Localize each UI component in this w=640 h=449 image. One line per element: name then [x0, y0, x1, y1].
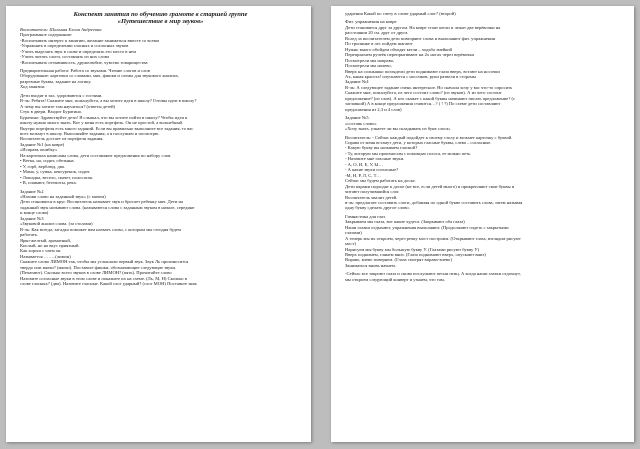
- text-line: Задание №2: [20, 188, 44, 194]
- text-line: «Хочу знать, узнаете ли вы складывать из букв слога»: [345, 126, 451, 132]
- title-line: Конспект занятия по обучению грамоте в старшей группе: [73, 11, 248, 18]
- text-line: Дети становятся друг за другом. На ковре стоят кегли и лежат две верёвочки на: [345, 24, 501, 30]
- text-line: -Упражнять в определении гласных и согласных звуков: [20, 43, 129, 49]
- text-line: В-ль: А следующее задание очень интересное. Но сначала хочу у вас что-то спросить: [345, 84, 513, 90]
- text-line: читают получившийся слог.: [345, 189, 400, 195]
- text-line: Ярко-желтый, ароматный,: [20, 237, 71, 243]
- text-line: На карточках написаны слова, дети составляют предложения по набору слов.: [20, 152, 172, 158]
- text-line: Вверх на солнышко поглядели дети поднимают глаза вверх, встают на носочки: [345, 68, 500, 74]
- text-line: (Печатают). Сколько всего звуков в слове ЛИМОН? (пять). Прочитайте слово: [20, 270, 172, 276]
- right-page: [331, 6, 634, 442]
- text-line: Справа от меня встанут дети, у которых гласные буквы, слева – согласные.: [345, 139, 492, 145]
- text-line: Назовите согласные звуки в этом слове и покажите их на схеме. (Ль, М, Н) Сколько в: [20, 275, 187, 281]
- text-line: - А, О, И, Е, У, Ы…: [345, 161, 384, 167]
- text-line: Скажите слово ЛИМОН так, чтобы мы услышали первый звук. Звук Ль произносится: [20, 259, 189, 265]
- text-line: Задание №4: [345, 79, 369, 85]
- text-line: мы откроем следующий конверт и узнаем, что там.: [345, 276, 445, 282]
- text-line: Нужно много обойдем обходят кегли – ходьба змейкой: [345, 46, 452, 52]
- text-line: -Воспитывать отзывчивость, дружелюбие, чувство товарищества: [20, 59, 148, 65]
- text-line: Перепрыгнем ручеёк перепрыгивают на 2х ногах через верёвочки: [345, 52, 475, 58]
- text-line: Закрываем мы глаза, вот какие чудеса. (Закрывают оба глаза): [345, 219, 465, 225]
- text-line: Стук в двери. Входит Буратино.: [20, 109, 83, 115]
- left-page-body: [20, 27, 301, 287]
- text-line: Гимнастика для глаз.: [345, 213, 387, 219]
- text-line: мост): [345, 241, 356, 247]
- document-title: [28, 11, 293, 26]
- text-line: В-ль: Как всегда, загадка поможет вам назвать слово, с которым мы сегодня будем: [20, 226, 181, 232]
- right-page-body: [345, 11, 624, 282]
- text-line: работать.: [20, 232, 39, 238]
- text-line: ударения Какой по счету в слове ударный слог? (второй): [345, 11, 456, 16]
- text-line: • У, горб, верблюд, два.: [20, 163, 66, 169]
- text-line: Буратино: Здравствуйте дети! Я слышал, что вы хотите пойти в школу? Чтобы идти в: [20, 114, 188, 120]
- text-line: • Ветка, на, сидит, обезьяна.: [20, 158, 75, 164]
- text-line: твердо или мягко? (мягко). Поставьте фишки, обозначающие следующие звуки.: [20, 264, 177, 270]
- text-line: Как хорош с чаем он: [20, 248, 61, 254]
- text-line: Ход занятия:: [20, 84, 45, 90]
- text-line: Задание №1 (на ковре): [20, 141, 65, 147]
- text-line: -Учить читать слоги, составлять из них слова: [20, 54, 109, 60]
- text-line: Вправо, влево повернем. (Глаза смотрят вправо-влево): [345, 257, 452, 263]
- text-line: «составь слово»: [345, 120, 377, 126]
- text-line: А чему вы хотите там научиться? (ответы детей): [20, 103, 116, 109]
- text-line: «Исправь ошибку»: [20, 147, 58, 153]
- text-line: «Назови слово на заданный звук» (с мячом): [20, 193, 106, 199]
- text-line: «Звуковой анализ слова. (за столами): [20, 221, 93, 227]
- text-line: Оборудование: карточки со словами, мяч, фишки и схемы для звукового анализа,: [20, 73, 179, 79]
- text-line: -Воспитывать интерес к занятию, желание заниматься вместе со всеми: [20, 37, 160, 43]
- text-line: Нарисуем мы букву мы большую букву У. (Глазами рисуют букву У): [345, 246, 480, 252]
- text-line: -Учить выделять звук в слове и определять его место в нем: [20, 48, 137, 54]
- text-line: Вверх поднимем, глянем вниз. (Глаза поднимают вверх, опускают вниз): [345, 252, 486, 258]
- text-line: В-ль: Ребята! Скажите мне, пожалуйста, а вы хотите идти в школу? Готовы идти в школу?: [20, 98, 197, 104]
- text-line: - Назовите мне гласные звуки.: [345, 156, 405, 162]
- text-line: Предварительная работа: Работа со звуками. Чтение слогов и слов: [20, 67, 150, 73]
- subtitle-line: «Путешествие в мир звуков»: [117, 18, 204, 26]
- text-line: • В, плавают, бегемоты, река.: [20, 180, 77, 186]
- text-line: Вслед за воспитателем дети повторяют слова и выполняют физ. упражнения: [345, 35, 495, 41]
- text-line: Дети становятся в круг. Воспитатель называет звук и бросает ребенку мяч. Дети на: [20, 199, 183, 205]
- text-line: расстоянии 20 см. друг от друга.: [345, 30, 409, 36]
- text-line: Задание №5.: [345, 115, 370, 121]
- text-line: -М, Н, Р, Л, С, Т…: [345, 172, 381, 178]
- text-line: Скажите мне, пожалуйста, из чего состоит слово? (из звуков). А из чего состоит: [345, 90, 502, 96]
- text-line: глазами): [345, 230, 362, 236]
- text-line: Программное содержание:: [20, 32, 73, 38]
- text-line: всех возьмут в школу. Выполняйте задания, а я послушаю и посмотрю.: [20, 130, 160, 136]
- text-line: Заниматься вновь начнем.: [345, 262, 396, 268]
- text-line: Наши глазки отдыхают, упражнения выполняют. (Продолжают сидеть с закрытыми: [345, 224, 509, 230]
- text-line: По тропинке в лес пойдем шагают: [345, 41, 413, 47]
- text-line: • Мама, у, сумка, кенгуренок, сидит.: [20, 169, 91, 175]
- text-line: Внутри портфеля есть много заданий. Если вы правильно выполните все задания, то вас: [20, 125, 194, 131]
- text-line: • Лошадка, весело, скачет, полосатая.: [20, 174, 93, 180]
- text-line: Воспитатель достает из портфеля задания.: [20, 136, 104, 142]
- text-line: Воспитатель: - Сейчас каждый подойдет к своему столу и возьмет карточку с буквой.: [345, 134, 513, 140]
- text-line: - Ту, которую мы произносим с помощью голоса, ее можно петь.: [345, 150, 472, 156]
- left-page: [6, 6, 311, 442]
- text-line: предложение? (из слов). А кто скажет с какой буквы начинают писать предложение? (с: [345, 95, 516, 101]
- text-line: Посмотрели мы налево,: [345, 63, 392, 69]
- text-line: Кислый, но на вкус приятный.: [20, 243, 80, 249]
- text-line: - А какие звуки согласные?: [345, 167, 399, 173]
- text-line: Посмотрели мы направо,: [345, 57, 395, 63]
- text-line: школу нужно много знать. Вот у меня есть портфель. Он не простой, а волшебный.: [20, 120, 184, 126]
- text-line: Сейчас мы будем работать на доске.: [345, 178, 416, 184]
- text-line: Дети входят в зал, здороваются с гостями.: [20, 92, 103, 98]
- text-line: Физ. упражнения на ковре: [345, 19, 397, 25]
- text-line: заданный звук называют слова. (называются слова с заданным звуком в начале, середине: [20, 204, 195, 210]
- text-line: Задание №3: [20, 215, 44, 221]
- text-line: -Сейчас все закроют глаза и снова послушают песни птиц. А когда наши глазки отдохнут,: [345, 271, 521, 277]
- text-line: заглавной) А в конце предложения ставится…? ( ! ?) По схеме дети составляют: [345, 101, 501, 107]
- text-line: Называется ……..(лимон): [20, 253, 71, 259]
- text-line: Ах, какая красота! опускаются с носочков, руки развели в стороны: [345, 73, 476, 79]
- text-line: Дети парами подходят к доске (не все, если детей много) и прикрепляют свои буквы и: [345, 183, 515, 189]
- text-line: - Какую букву вы называем гласной?: [345, 145, 418, 151]
- text-line: разрезные буквы, задание на логику.: [20, 78, 92, 84]
- text-line: одну букву сделать другое слово.: [345, 205, 410, 211]
- text-line: Воспитатель: Шальная Елена Андреевна: [20, 26, 102, 32]
- text-line: предложения из 2,3 и 4 слов): [345, 106, 402, 112]
- text-line: А теперь мы их откроем, через речку мост построим. (Открывают глаза, взглядом рисуют: [345, 235, 521, 241]
- text-line: и конце слова): [20, 210, 49, 216]
- text-line: слове гласных? (два). Назовите гласные. Какой слог ударный? (слог МОН) Поставьте знак: [20, 281, 197, 287]
- text-line: Воспитатель хвалит детей.: [345, 194, 398, 200]
- text-line: в-ль: предлагает составить слоги, добавляя по одной букве составить слова, затем называя: [345, 199, 523, 205]
